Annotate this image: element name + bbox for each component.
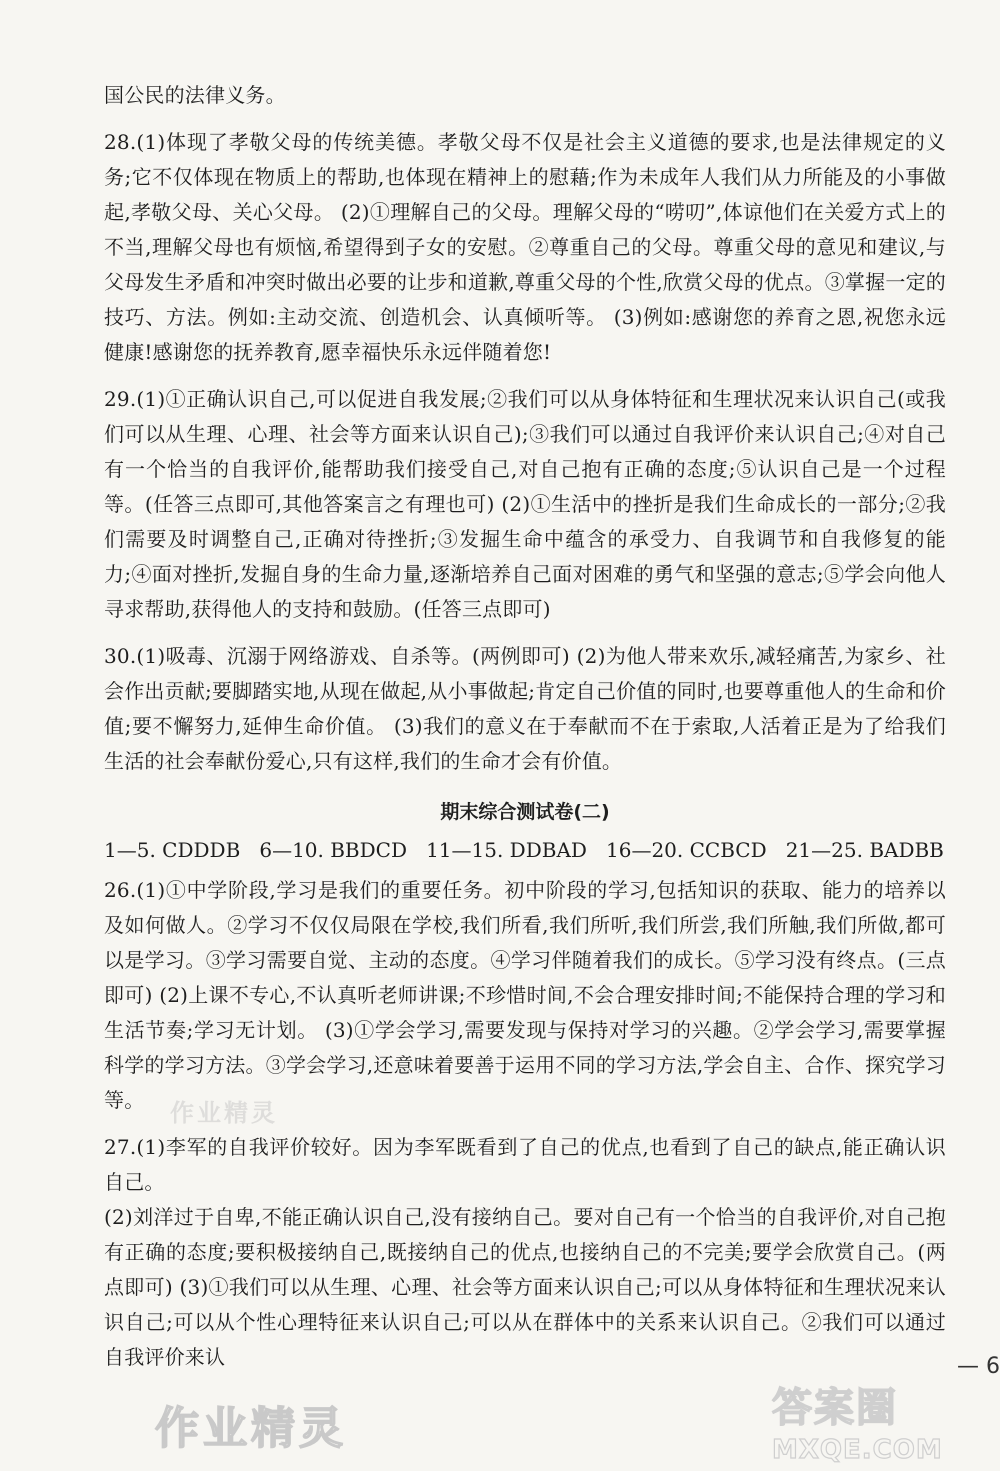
answer-27-part2: (2)刘洋过于自卑,不能正确认识自己,没有接纳自己。要对自己有一个恰当的自我评价,对自己抱有正确的态度;要积极接纳自己,既接纳自己的优点,也接纳自己的不完美;要学会欣赏自己。(两点即可) (3)①我们可以从生理、心理、社会等方面来认识自己;可以从身体特征和生理状况来认识自己;可以从个性心理特征来认识自己;可以从在群体中的关系来认识自己。②我们可以通过自我评价来认 (104, 1205, 946, 1369)
paragraph-continuation: 国公民的法律义务。 (104, 83, 286, 107)
answer-29: 29.(1)①正确认识自己,可以促进自我发展;②我们可以从身体特征和生理状况来认识自己(或我们可以从生理、心理、社会等方面来认识自己);③我们可以通过自我评价来认识自己;④对自己有一个恰当的自我评价,能帮助我们接受自己,对自己抱有正确的态度;⑤认识自己是一个过程等。(任答三点即可,其他答案言之有理也可) (2)①生活中的挫折是我们生命成长的一部分;②我们需要及时调整自己,正确对待挫折;③发掘生命中蕴含的承受力、自我调节和自我修复的能力;④面对挫折,发掘自身的生命力量,逐渐培养自己面对困难的勇气和坚强的意志;⑤学会向他人寻求帮助,获得他人的支持和鼓励。(任答三点即可) (104, 387, 946, 621)
section-title: 期末综合测试卷(二) (440, 801, 610, 823)
answer-30: 30.(1)吸毒、沉溺于网络游戏、自杀等。(两例即可) (2)为他人带来欢乐,减轻痛苦,为家乡、社会作出贡献;要脚踏实地,从现在做起,从小事做起;肯定自己价值的同时,也要尊重他人的生命和价值;要不懈努力,延伸生命价值。 (3)我们的意义在于奉献而不在于索取,人活着正是为了给我们生活的社会奉献份爱心,只有这样,我们的生命才会有价值。 (104, 644, 946, 773)
answer-28: 28.(1)体现了孝敬父母的传统美德。孝敬父母不仅是社会主义道德的要求,也是法律规定的义务;它不仅体现在物质上的帮助,也体现在精神上的慰藉;作为未成年人我们从力所能及的小事做起,孝敬父母、关心父母。 (2)①理解自己的父母。理解父母的“唠叨”,体谅他们在关爱方式上的不当,理解父母也有烦恼,希望得到子女的安慰。②尊重自己的父母。尊重父母的意见和建议,与父母发生矛盾和冲突时做出必要的让步和道歉,尊重父母的个性,欣赏父母的优点。③掌握一定的技巧、方法。例如:主动交流、创造机会、认真倾听等。 (3)例如:感谢您的养育之恩,祝您永远健康!感谢您的抚养教育,愿幸福快乐永远伴随着您! (104, 130, 946, 364)
watermark-inline: 作业精灵 (170, 1099, 278, 1127)
watermark-brand: 作业精灵 (155, 1403, 347, 1454)
multiple-choice-answers: 1—5. CDDDB 6—10. BBDCD 11—15. DDBAD 16—20. CCBCD 21—25. BADBB (104, 838, 944, 862)
page-number: — 6 (957, 1354, 1000, 1379)
watermark-site-url: MXQE.COM (772, 1435, 943, 1465)
answer-27-part1: 27.(1)李军的自我评价较好。因为李军既看到了自己的优点,也看到了自己的缺点,能正确认识自己。 (104, 1135, 946, 1194)
answer-26: 26.(1)①中学阶段,学习是我们的重要任务。初中阶段的学习,包括知识的获取、能力的培养以及如何做人。②学习不仅仅局限在学校,我们所看,我们所听,我们所尝,我们所触,我们所做,都可以是学习。③学习需要自觉、主动的态度。④学习伴随着我们的成长。⑤学习没有终点。(三点即可) (2)上课不专心,不认真听老师讲课;不珍惜时间,不会合理安排时间;不能保持合理的学习和生活节奏;学习无计划。 (3)①学会学习,需要发现与保持对学习的兴趣。②学会学习,需要掌握科学的学习方法。③学会学习,还意味着要善于运用不同的学习方法,学会自主、合作、探究学习等。 (104, 878, 946, 1112)
page-content (104, 78, 946, 1375)
watermark-site (772, 1376, 992, 1468)
watermark-site-logo: 答案圈 (772, 1385, 898, 1431)
